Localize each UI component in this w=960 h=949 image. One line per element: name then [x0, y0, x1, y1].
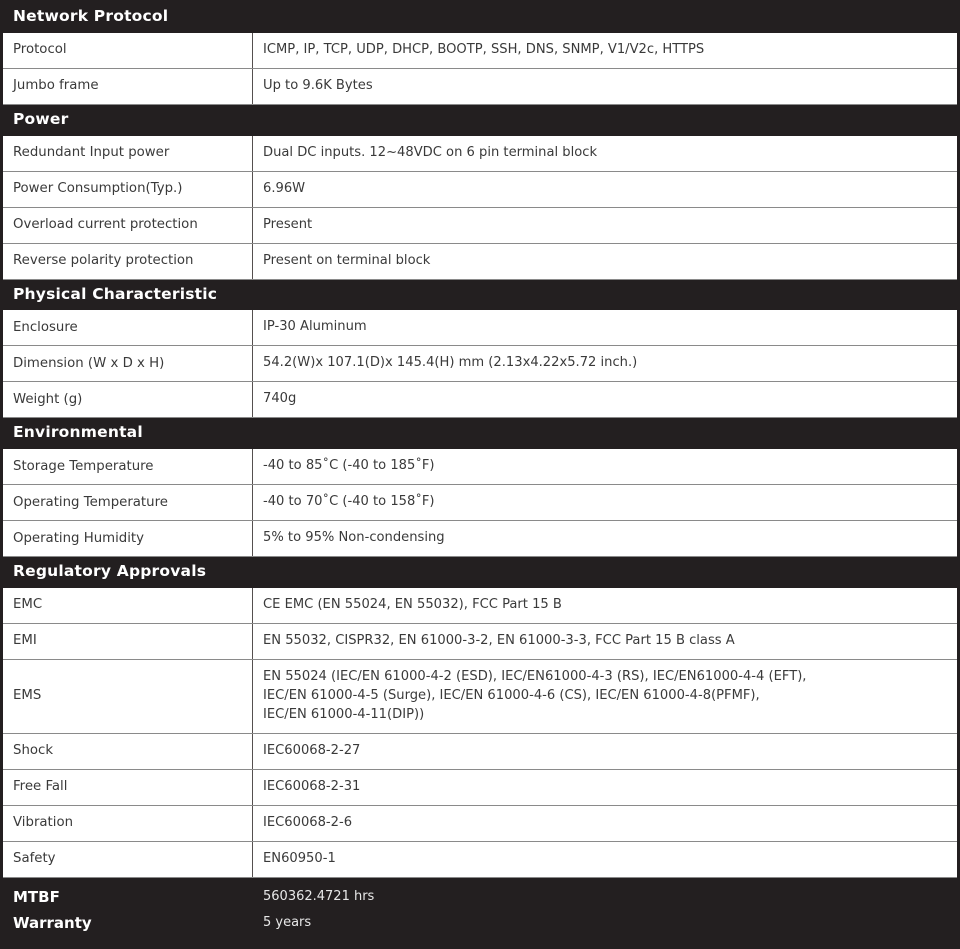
row-value-line: IEC/EN 61000-4-5 (Surge), IEC/EN 61000-4-6 (CS), IEC/EN 61000-4-8(PFMF),: [263, 687, 760, 703]
row-value-line: EN 55024 (IEC/EN 61000-4-2 (ESD), IEC/EN61000-4-3 (RS), IEC/EN61000-4-4 (EFT),: [263, 668, 807, 684]
row-label: Shock: [3, 734, 253, 769]
row-value: Up to 9.6K Bytes: [263, 77, 373, 93]
row-value: 54.2(W)x 107.1(D)x 145.4(H) mm (2.13x4.22x5.72 inch.): [263, 355, 638, 371]
row-value: IEC60068-2-6: [263, 814, 353, 830]
table-row: [3, 69, 957, 105]
row-value: Present: [263, 216, 313, 232]
row-value: EN60950-1: [263, 850, 336, 866]
row-label: Vibration: [3, 806, 253, 841]
row-value: 6.96W: [263, 180, 306, 196]
table-row: [3, 172, 957, 208]
row-label: Enclosure: [3, 310, 253, 345]
table-row: [3, 136, 957, 172]
row-label: Power Consumption(Typ.): [3, 172, 253, 207]
table-row: [3, 770, 957, 806]
row-label: EMC: [3, 588, 253, 623]
footer-row: [3, 884, 957, 910]
footer-value: 5 years: [263, 915, 312, 931]
row-label: Dimension (W x D x H): [3, 346, 253, 381]
footer-row: [3, 910, 957, 936]
row-value: 5% to 95% Non-condensing: [263, 530, 445, 546]
table-row: [3, 208, 957, 244]
table-row: [3, 806, 957, 842]
table-row: [3, 624, 957, 660]
row-value-line: IEC/EN 61000-4-11(DIP)): [263, 706, 425, 722]
row-label: Overload current protection: [3, 208, 253, 243]
table-row: [3, 521, 957, 557]
footer-label: Warranty: [13, 913, 92, 932]
section-header: Environmental: [3, 418, 957, 449]
row-label: Storage Temperature: [3, 449, 253, 484]
row-label: Jumbo frame: [3, 69, 253, 104]
table-row: [3, 660, 957, 734]
row-label: Protocol: [3, 33, 253, 68]
footer-value: 560362.4721 hrs: [263, 889, 375, 905]
row-value: [253, 660, 957, 733]
row-value: -40 to 85˚C (-40 to 185˚F): [263, 458, 435, 474]
table-row: [3, 842, 957, 878]
row-value: ICMP, IP, TCP, UDP, DHCP, BOOTP, SSH, DNS, SNMP, V1/V2c, HTTPS: [263, 41, 705, 57]
table-row: [3, 588, 957, 624]
row-label: Operating Humidity: [3, 521, 253, 556]
table-row: [3, 33, 957, 69]
row-label: Reverse polarity protection: [3, 244, 253, 279]
table-row: [3, 485, 957, 521]
row-value: IP-30 Aluminum: [263, 319, 367, 335]
table-row: [3, 310, 957, 346]
row-label: Weight (g): [3, 382, 253, 417]
section-header: Physical Characteristic: [3, 280, 957, 311]
row-label: EMS: [3, 660, 253, 733]
row-value: CE EMC (EN 55024, EN 55032), FCC Part 15 B: [263, 596, 562, 612]
table-row: [3, 244, 957, 280]
row-label: Redundant Input power: [3, 136, 253, 171]
section-header: Power: [3, 105, 957, 136]
section-header: Network Protocol: [3, 2, 957, 33]
row-value: -40 to 70˚C (-40 to 158˚F): [263, 494, 435, 510]
table-row: [3, 734, 957, 770]
row-value: IEC60068-2-31: [263, 778, 361, 794]
footer-label: MTBF: [13, 887, 60, 906]
row-value: Dual DC inputs. 12~48VDC on 6 pin terminal block: [263, 144, 598, 160]
table-row: [3, 382, 957, 418]
table-row: [3, 346, 957, 382]
section-header: Regulatory Approvals: [3, 557, 957, 588]
table-footer: [3, 878, 957, 946]
row-label: Operating Temperature: [3, 485, 253, 520]
row-value: 740g: [263, 391, 297, 407]
row-value: IEC60068-2-27: [263, 742, 361, 758]
table-row: [3, 449, 957, 485]
row-label: EMI: [3, 624, 253, 659]
row-value: Present on terminal block: [263, 252, 431, 268]
row-value: EN 55032, CISPR32, EN 61000-3-2, EN 61000-3-3, FCC Part 15 B class A: [263, 632, 735, 648]
row-label: Safety: [3, 842, 253, 877]
row-label: Free Fall: [3, 770, 253, 805]
